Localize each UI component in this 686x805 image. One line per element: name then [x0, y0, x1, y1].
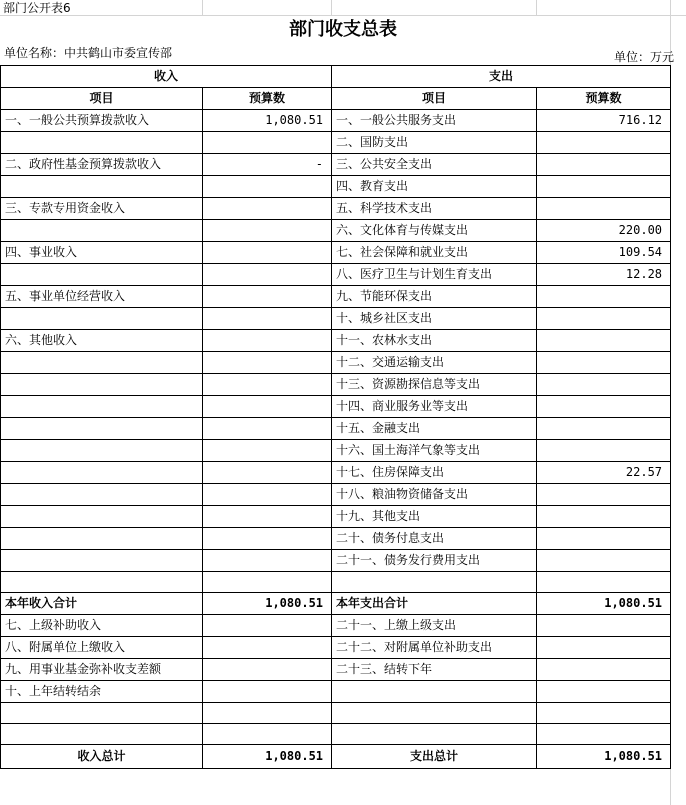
- year-total-expense-label: 本年支出合计: [332, 593, 537, 615]
- expense-item-cell: 四、教育支出: [332, 176, 537, 198]
- expense-item-cell: 十六、国土海洋气象等支出: [332, 440, 537, 462]
- income-item-cell: 十、上年结转结余: [1, 681, 203, 703]
- unit-label: 单位：万元: [613, 50, 674, 64]
- year-total-income-value: 1,080.51: [203, 593, 332, 615]
- expense-item-cell: [332, 681, 537, 703]
- expense-value-cell: [537, 572, 671, 593]
- income-value-cell: [203, 308, 332, 330]
- year-total-expense-value: 1,080.51: [537, 593, 671, 615]
- expense-value-cell: 22.57: [537, 462, 671, 484]
- income-value-cell: [203, 374, 332, 396]
- table-row: [1, 462, 671, 484]
- income-item-cell: [1, 703, 203, 724]
- income-value-cell: [203, 198, 332, 220]
- expense-value-cell: [537, 440, 671, 462]
- table-row: [1, 374, 671, 396]
- income-item-cell: 六、其他收入: [1, 330, 203, 352]
- table-row: [1, 198, 671, 220]
- income-item-cell: [1, 462, 203, 484]
- income-value-cell: [203, 264, 332, 286]
- budget-table: [0, 65, 671, 769]
- expense-item-cell: 九、节能环保支出: [332, 286, 537, 308]
- expense-value-cell: [537, 330, 671, 352]
- table-row: [1, 681, 671, 703]
- expense-item-cell: 十三、资源勘探信息等支出: [332, 374, 537, 396]
- income-value-cell: [203, 637, 332, 659]
- income-item-cell: 四、事业收入: [1, 242, 203, 264]
- table-row: [1, 242, 671, 264]
- expense-item-cell: 十五、金融支出: [332, 418, 537, 440]
- expense-value-cell: [537, 506, 671, 528]
- gridline: [202, 0, 203, 15]
- income-item-cell: 二、政府性基金预算拨款收入: [1, 154, 203, 176]
- table-row: [1, 308, 671, 330]
- income-value-cell: [203, 396, 332, 418]
- table-row: [1, 330, 671, 352]
- income-value-cell: [203, 572, 332, 593]
- table-row: [1, 484, 671, 506]
- income-item-cell: [1, 132, 203, 154]
- table-row: [1, 176, 671, 198]
- income-item-cell: [1, 396, 203, 418]
- income-item-cell: 三、专款专用资金收入: [1, 198, 203, 220]
- income-item-header: 项目: [1, 88, 203, 110]
- table-row: [1, 396, 671, 418]
- expense-value-cell: [537, 484, 671, 506]
- table-row: [1, 418, 671, 440]
- expense-item-cell: 五、科学技术支出: [332, 198, 537, 220]
- income-item-cell: [1, 506, 203, 528]
- gridline: [536, 0, 537, 15]
- expense-item-cell: 二、国防支出: [332, 132, 537, 154]
- income-item-cell: [1, 308, 203, 330]
- expense-value-cell: [537, 550, 671, 572]
- sheet-label: 部门公开表6: [3, 1, 71, 15]
- table-row: [1, 220, 671, 242]
- expense-value-cell: [537, 396, 671, 418]
- expense-item-cell: 一、一般公共服务支出: [332, 110, 537, 132]
- expense-value-cell: 716.12: [537, 110, 671, 132]
- income-item-cell: [1, 220, 203, 242]
- expense-value-cell: [537, 374, 671, 396]
- expense-value-cell: [537, 681, 671, 703]
- income-value-cell: [203, 506, 332, 528]
- expense-item-cell: 二十一、债务发行费用支出: [332, 550, 537, 572]
- income-value-cell: [203, 418, 332, 440]
- income-value-cell: [203, 528, 332, 550]
- expense-item-cell: 十二、交通运输支出: [332, 352, 537, 374]
- table-row: [1, 550, 671, 572]
- expense-item-cell: 十七、住房保障支出: [332, 462, 537, 484]
- expense-item-cell: 十九、其他支出: [332, 506, 537, 528]
- page-title: 部门收支总表: [289, 19, 397, 40]
- income-header: 收入: [1, 66, 332, 88]
- table-row: [1, 352, 671, 374]
- expense-item-cell: 二十、债务付息支出: [332, 528, 537, 550]
- income-item-cell: [1, 374, 203, 396]
- table-row: [1, 572, 671, 593]
- expense-item-cell: [332, 703, 537, 724]
- income-item-cell: 一、一般公共预算拨款收入: [1, 110, 203, 132]
- expense-item-cell: 十一、农林水支出: [332, 330, 537, 352]
- expense-value-cell: [537, 132, 671, 154]
- income-item-cell: [1, 352, 203, 374]
- grand-total-expense-label: 支出总计: [332, 745, 537, 769]
- expense-item-cell: 十四、商业服务业等支出: [332, 396, 537, 418]
- income-value-cell: [203, 659, 332, 681]
- income-item-cell: 八、附属单位上缴收入: [1, 637, 203, 659]
- expense-item-cell: 三、公共安全支出: [332, 154, 537, 176]
- table-row: [1, 264, 671, 286]
- table-row: [1, 724, 671, 745]
- expense-value-cell: 12.28: [537, 264, 671, 286]
- expense-item-cell: [332, 724, 537, 745]
- expense-value-cell: [537, 703, 671, 724]
- expense-value-cell: [537, 198, 671, 220]
- income-value-cell: [203, 484, 332, 506]
- expense-item-cell: 十八、粮油物资储备支出: [332, 484, 537, 506]
- expense-value-cell: [537, 154, 671, 176]
- income-item-cell: 九、用事业基金弥补收支差额: [1, 659, 203, 681]
- income-value-cell: [203, 132, 332, 154]
- income-value-cell: -: [203, 154, 332, 176]
- income-value-cell: [203, 550, 332, 572]
- expense-item-cell: 二十三、结转下年: [332, 659, 537, 681]
- expense-item-header: 项目: [332, 88, 537, 110]
- expense-value-cell: [537, 418, 671, 440]
- income-item-cell: 五、事业单位经营收入: [1, 286, 203, 308]
- grand-total-income-label: 收入总计: [1, 745, 203, 769]
- table-row: [1, 637, 671, 659]
- unit-name: 单位名称：中共鹤山市委宣传部: [4, 46, 173, 60]
- income-item-cell: [1, 550, 203, 572]
- income-value-cell: [203, 330, 332, 352]
- income-budget-header: 预算数: [203, 88, 332, 110]
- income-value-cell: 1,080.51: [203, 110, 332, 132]
- grand-total-row: [1, 745, 671, 769]
- expense-value-cell: 220.00: [537, 220, 671, 242]
- expense-budget-header: 预算数: [537, 88, 671, 110]
- table-row: [1, 528, 671, 550]
- income-value-cell: [203, 681, 332, 703]
- income-item-cell: [1, 440, 203, 462]
- expense-value-cell: 109.54: [537, 242, 671, 264]
- expense-value-cell: [537, 176, 671, 198]
- income-item-cell: [1, 176, 203, 198]
- expense-item-cell: 八、医疗卫生与计划生育支出: [332, 264, 537, 286]
- income-item-cell: [1, 264, 203, 286]
- income-value-cell: [203, 615, 332, 637]
- income-value-cell: [203, 462, 332, 484]
- table-row: [1, 110, 671, 132]
- income-value-cell: [203, 724, 332, 745]
- expense-value-cell: [537, 724, 671, 745]
- expense-header: 支出: [332, 66, 671, 88]
- income-item-cell: [1, 572, 203, 593]
- expense-item-cell: 六、文化体育与传媒支出: [332, 220, 537, 242]
- gridline: [331, 0, 332, 15]
- income-value-cell: [203, 220, 332, 242]
- expense-value-cell: [537, 659, 671, 681]
- income-value-cell: [203, 176, 332, 198]
- table-row: [1, 703, 671, 724]
- table-row: [1, 154, 671, 176]
- income-value-cell: [203, 286, 332, 308]
- income-item-cell: [1, 528, 203, 550]
- expense-value-cell: [537, 352, 671, 374]
- year-total-row: [1, 593, 671, 615]
- table-row: [1, 286, 671, 308]
- income-item-cell: 七、上级补助收入: [1, 615, 203, 637]
- income-item-cell: [1, 724, 203, 745]
- grand-total-income-value: 1,080.51: [203, 745, 332, 769]
- year-total-income-label: 本年收入合计: [1, 593, 203, 615]
- table-row: [1, 440, 671, 462]
- income-item-cell: [1, 484, 203, 506]
- table-row: [1, 506, 671, 528]
- expense-item-cell: 十、城乡社区支出: [332, 308, 537, 330]
- expense-value-cell: [537, 637, 671, 659]
- table-row: [1, 615, 671, 637]
- table-row: [1, 659, 671, 681]
- expense-item-cell: 二十二、对附属单位补助支出: [332, 637, 537, 659]
- expense-value-cell: [537, 615, 671, 637]
- income-value-cell: [203, 352, 332, 374]
- grand-total-expense-value: 1,080.51: [537, 745, 671, 769]
- income-value-cell: [203, 440, 332, 462]
- table-row: [1, 132, 671, 154]
- expense-item-cell: [332, 572, 537, 593]
- income-value-cell: [203, 703, 332, 724]
- expense-value-cell: [537, 528, 671, 550]
- income-value-cell: [203, 242, 332, 264]
- expense-value-cell: [537, 286, 671, 308]
- income-item-cell: [1, 418, 203, 440]
- expense-item-cell: 二十一、上缴上级支出: [332, 615, 537, 637]
- expense-item-cell: 七、社会保障和就业支出: [332, 242, 537, 264]
- expense-value-cell: [537, 308, 671, 330]
